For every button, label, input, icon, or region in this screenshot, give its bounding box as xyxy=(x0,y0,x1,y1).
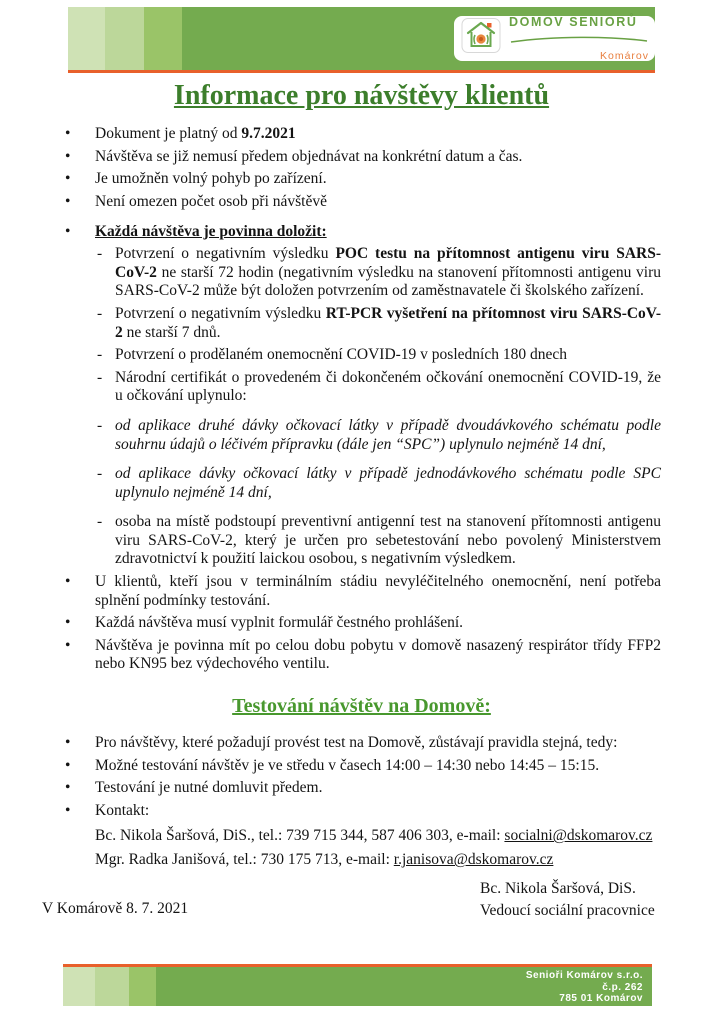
bullet-marker: - xyxy=(97,465,103,483)
house-icon xyxy=(461,17,501,60)
bullet-marker: - xyxy=(97,245,103,263)
main-bullet-list xyxy=(42,125,661,674)
sub-list-item xyxy=(97,245,661,301)
footer-address-line: Senioři Komárov s.r.o. xyxy=(525,970,643,981)
sub-list xyxy=(97,245,661,569)
text-run: Testování je nutné domluvit předem. xyxy=(95,779,323,797)
bullet-marker: • xyxy=(65,192,71,210)
text-run: Potvrzení o prodělaném onemocnění COVID-19 v posledních 180 dnech xyxy=(115,346,567,364)
sub-list-item xyxy=(97,513,661,569)
text-run: Je umožněn volný pohyb po zařízení. xyxy=(95,170,327,188)
bullet-marker: • xyxy=(65,147,71,165)
bullet-marker: • xyxy=(65,170,71,188)
banner-gradient-block xyxy=(144,7,182,70)
bullet-marker: • xyxy=(65,734,71,752)
text-run: Potvrzení o negativním výsledku xyxy=(115,245,336,263)
page-title: Informace pro návštěvy klientů xyxy=(173,80,550,111)
list-item xyxy=(65,125,661,144)
list-item-text xyxy=(115,369,661,406)
text-run: Pro návštěvy, které požadují provést test na Domově, zůstávají pravidla stejná, tedy: xyxy=(95,734,618,752)
header-banner xyxy=(68,7,655,70)
testing-bullet-list xyxy=(42,734,661,872)
contact-line xyxy=(95,824,661,848)
sub-list-item xyxy=(97,369,661,406)
text-run: Každá návštěva je povinna doložit: xyxy=(95,222,327,240)
bullet-marker: • xyxy=(65,636,71,654)
bullet-marker: - xyxy=(97,346,103,364)
email-link[interactable]: r.janisova@dskomarov.cz xyxy=(393,851,554,869)
list-item-text xyxy=(95,170,661,189)
text-run: 9.7.2021 xyxy=(241,125,296,143)
list-item xyxy=(65,148,661,167)
text-run: osoba na místě podstoupí preventivní antigenní test na stanovení přítomnosti antigenu viru SARS-CoV-2, který je určen pro sebetestování nebo povolený Ministerstvem zdravotnictví k použití laickou osobou, s negativním výsledkem. xyxy=(115,513,661,568)
footer-address-line: 785 01 Komárov xyxy=(559,993,643,1004)
bullet-marker: • xyxy=(65,222,71,240)
list-item-text xyxy=(115,305,661,342)
list-item xyxy=(65,170,661,189)
text-run: Návštěva je povinna mít po celou dobu pobytu v domově nasazený respirátor třídy FFP2 nebo KN95 bez výdechového ventilu. xyxy=(95,636,661,673)
bullet-marker: • xyxy=(65,573,71,591)
list-item-text xyxy=(95,573,661,610)
text-run: Mgr. Radka Janišová, tel.: 730 175 713, e-mail: xyxy=(95,851,394,869)
bullet-marker: • xyxy=(65,756,71,774)
logo-swoosh xyxy=(509,30,649,47)
bullet-marker: - xyxy=(97,304,103,322)
list-item xyxy=(65,193,661,212)
text-run: RT-PCR vyšetření na přítomnost viru SARS-CoV-2 xyxy=(115,304,662,341)
bullet-marker: • xyxy=(65,614,71,632)
signature-role: Vedoucí sociální pracovnice xyxy=(480,902,655,920)
bullet-marker: - xyxy=(97,368,103,386)
list-item-text xyxy=(95,779,661,798)
list-item-text xyxy=(115,417,661,454)
list-item-text xyxy=(95,757,661,776)
list-item-text xyxy=(115,245,661,301)
footer-gradient-block xyxy=(129,967,156,1006)
sub-list-item xyxy=(97,417,661,454)
list-item xyxy=(65,734,661,753)
list-item-text xyxy=(95,148,661,167)
list-item xyxy=(65,802,661,821)
list-item xyxy=(65,637,661,674)
list-item-text xyxy=(115,465,661,502)
list-item xyxy=(65,614,661,633)
header-orange-rule xyxy=(68,70,655,73)
footer-address-line: č.p. 262 xyxy=(602,981,643,993)
footer-banner xyxy=(63,964,652,1006)
sub-list-item xyxy=(97,305,661,342)
place-date: V Komárově 8. 7. 2021 xyxy=(42,900,189,918)
text-run: Návštěva se již nemusí předem objednávat na konkrétní datum a čas. xyxy=(95,147,523,165)
list-item xyxy=(65,223,661,242)
bullet-marker: • xyxy=(65,801,71,819)
footer-gradient-block xyxy=(95,967,129,1006)
text-run: Kontakt: xyxy=(95,801,150,819)
footer-bar xyxy=(63,967,652,1006)
email-link[interactable]: socialni@dskomarov.cz xyxy=(504,827,653,845)
logo-city: Komárov xyxy=(599,49,649,62)
text-run: od aplikace dávky očkovací látky v případě jednodávkového schématu podle SPC uplynulo nejméně 14 dní, xyxy=(115,465,661,501)
list-item-text xyxy=(95,614,661,633)
text-run: ne starší 72 hodin (negativním výsledku na stanovení přítomnosti antigenu viru SARS-CoV-2 může být doložen potvrzením od zaměstnavatele či školského zařízení. xyxy=(115,263,661,300)
footer-gradient-block xyxy=(63,967,95,1006)
list-item xyxy=(65,757,661,776)
banner-gradient-block xyxy=(68,7,105,70)
bullet-marker: • xyxy=(65,779,71,797)
list-item-text xyxy=(115,346,661,365)
list-item-text xyxy=(115,513,661,569)
list-item-text xyxy=(95,125,661,144)
bullet-marker: - xyxy=(97,513,103,531)
sub-list-item xyxy=(97,465,661,502)
list-item-text xyxy=(95,193,661,212)
section-title: Testování návštěv na Domově: xyxy=(232,695,491,718)
banner-gradient-block xyxy=(105,7,144,70)
logo xyxy=(454,16,655,61)
list-item-text xyxy=(95,802,661,821)
bullet-marker: - xyxy=(97,416,103,434)
text-run: Dokument je platný od xyxy=(95,125,242,143)
logo-name: DOMOV SENIORŮ xyxy=(509,14,638,29)
text-run: Bc. Nikola Šaršová, DiS., tel.: 739 715 344, 587 406 303, e-mail: xyxy=(95,827,505,845)
signature-name: Bc. Nikola Šaršová, DiS. xyxy=(480,880,636,897)
list-item-text xyxy=(95,223,661,242)
text-run: U klientů, kteří jsou v terminálním stádiu nevyléčitelného onemocnění, není potřeba splnění podmínky testování. xyxy=(95,573,661,609)
text-run: Národní certifikát o provedeném či dokončeném očkování onemocnění COVID-19, že u očkování uplynulo: xyxy=(115,368,661,405)
text-run: od aplikace druhé dávky očkovací látky v případě dvoudávkového schématu podle souhrnu údajů o léčivém přípravku (dále jen “SPC”) uplynulo nejméně 14 dní, xyxy=(115,416,661,453)
text-run: POC testu na přítomnost antigenu viru SARS-CoV-2 xyxy=(115,245,661,281)
signature-block xyxy=(480,878,655,923)
text-run: Není omezen počet osob při návštěvě xyxy=(95,192,327,210)
logo-text xyxy=(501,15,649,62)
contact-line xyxy=(95,848,661,872)
list-item xyxy=(65,779,661,798)
list-item-text xyxy=(95,734,661,753)
text-run: Každá návštěva musí vyplnit formulář čestného prohlášení. xyxy=(95,614,464,632)
bullet-marker: • xyxy=(65,125,71,143)
text-run: ne starší 7 dnů. xyxy=(122,323,221,341)
list-item xyxy=(65,573,661,610)
sub-list-item xyxy=(97,346,661,365)
list-item-text xyxy=(95,637,661,674)
text-run: Potvrzení o negativním výsledku xyxy=(115,304,326,322)
footer-address xyxy=(526,970,643,1005)
text-run: Možné testování návštěv je ve středu v časech 14:00 – 14:30 nebo 14:45 – 15:15. xyxy=(95,756,600,774)
